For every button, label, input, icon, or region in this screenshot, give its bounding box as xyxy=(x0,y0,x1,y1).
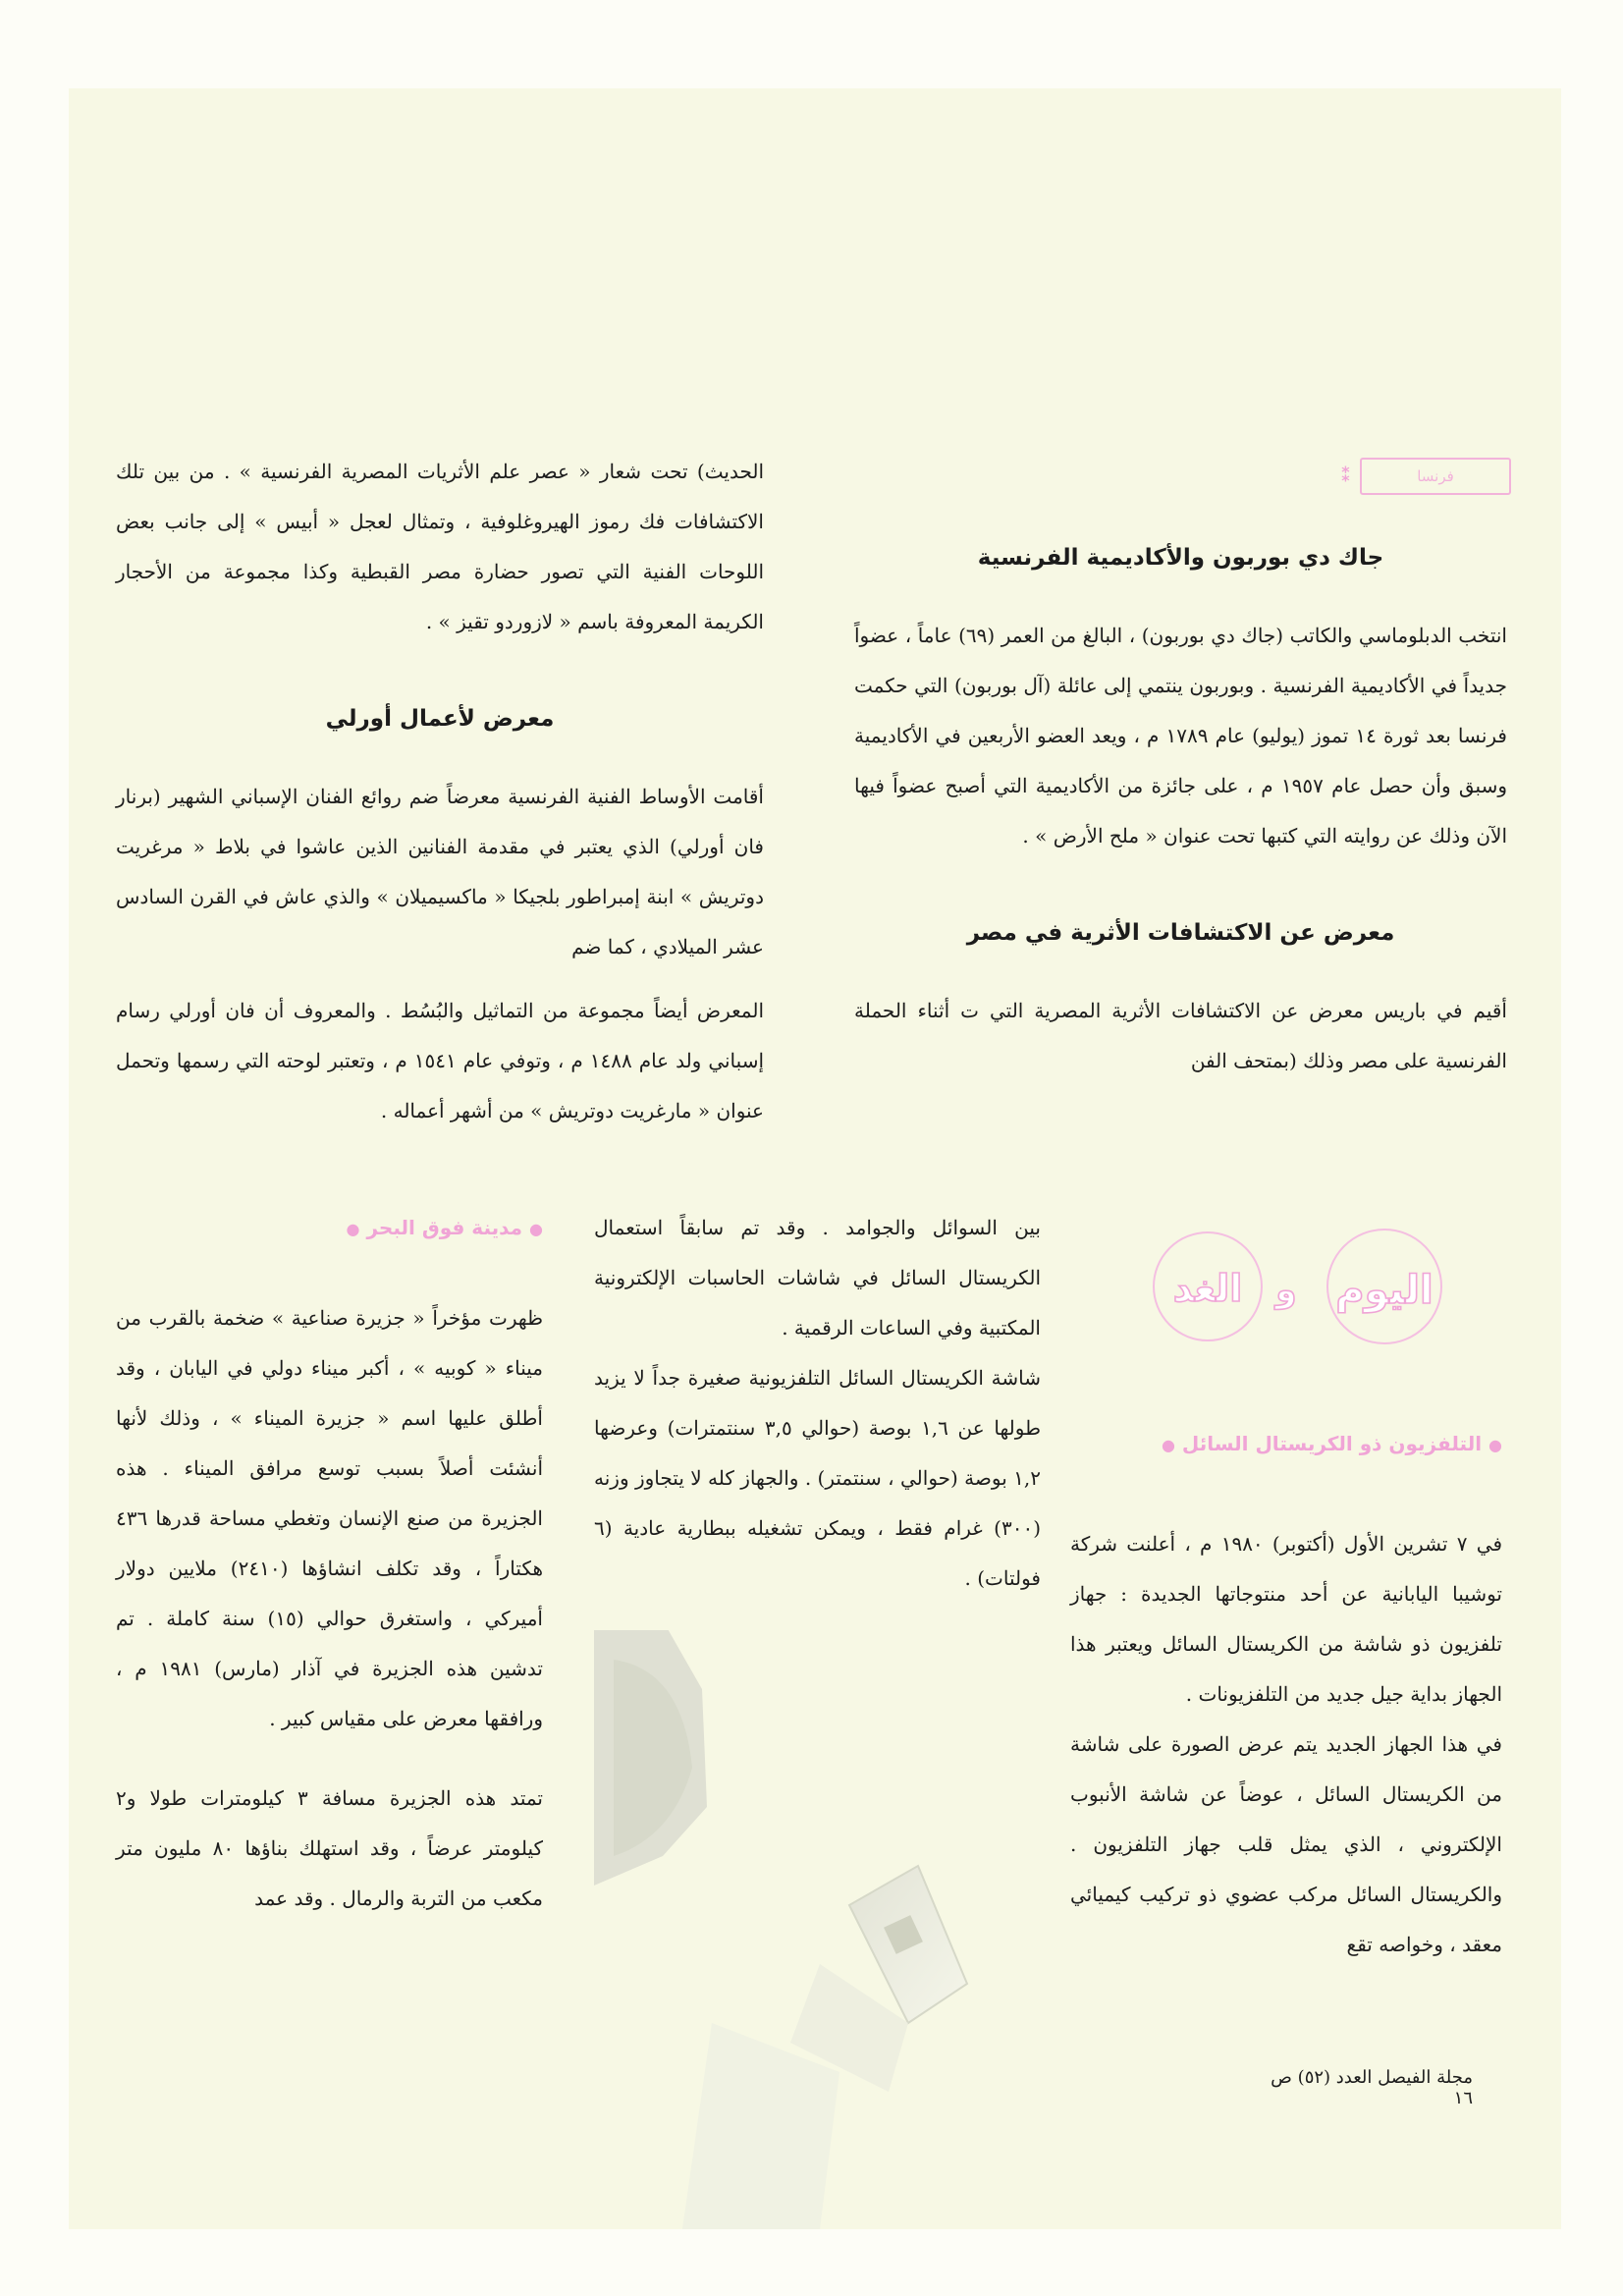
label-dot-icon: ● xyxy=(1488,1436,1502,1454)
logo-conjunction: و xyxy=(1275,1271,1297,1310)
label-dot-icon: ● xyxy=(529,1220,543,1238)
heading-bourbon: جاك دي بوربون والأكاديمية الفرنسية xyxy=(977,545,1384,571)
france-column-left xyxy=(116,447,764,1136)
tv-continued-column xyxy=(594,1203,1041,1604)
page-footer: مجلة الفيصل العدد (٥٢) ص ١٦ xyxy=(1271,2067,1473,2108)
faded-tv-photo xyxy=(594,1630,1114,2229)
logo-word-tomorrow: الغد xyxy=(1172,1267,1243,1310)
island-section-label: ● مدينة فوق البحر ● xyxy=(346,1216,543,1239)
today-tomorrow-logo xyxy=(1139,1223,1483,1350)
heading-egypt-exhibit: معرض عن الاكتشافات الأثرية في مصر xyxy=(966,920,1395,946)
paragraph-egypt-continued: الحديث) تحت شعار « عصر علم الأثريات المصرية الفرنسية » . من بين تلك الاكتشافات فك رموز الهيروغلوفية ، وتمثال لعجل « أبيس » إلى جانب بعض اللوحات الفنية التي تصور حضارة مصر القبطية وكذا مجموعة من الأحجار الكريمة المعروفة باسم « لازوردو تقيز » . xyxy=(116,460,764,633)
tv-column xyxy=(1070,1419,1502,1970)
label-dot-icon: ● xyxy=(1161,1436,1175,1454)
heading-orley-exhibit: معرض لأعمال أورلي xyxy=(325,706,555,732)
section-tag-mark-icon: ⁑ xyxy=(1340,463,1351,486)
label-dot-icon: ● xyxy=(346,1220,360,1238)
paragraph-tv-2: في هذا الجهاز الجديد يتم عرض الصورة على شاشة من الكريستال السائل ، عوضاً عن شاشة الأنبوب الإلكتروني ، الذي يمثل قلب جهاز التلفزيون . والكريستال السائل مركب عضوي ذو تركيب كيميائي معقد ، وخواصه تقع xyxy=(1070,1732,1502,1956)
paragraph-bourbon: انتخب الدبلوماسي والكاتب (جاك دي بوربون) ، البالغ من العمر (٦٩) عاماً ، عضواً جديداً في الأكاديمية الفرنسية . وبوربون ينتمي إلى عائلة (آل بوربون) التي حكمت فرنسا بعد ثورة ١٤ تموز (يوليو) عام ١٧٨٩ م ، ويعد العضو الأربعين في الأكاديمية وسبق وأن حصل عام ١٩٥٧ م ، على جائزة من الأكاديمية التي أصبح عضواً فيها الآن وذلك عن روايته التي كتبها تحت عنوان « ملح الأرض » . xyxy=(854,624,1507,847)
paragraph-orley-1: أقامت الأوساط الفنية الفرنسية معرضاً ضم روائع الفنان الإسباني الشهير (برنار فان أورلي) الذي يعتبر في مقدمة الفنانين الذين عاشوا في بلاط « مرغريت دوتريش » ابنة إمبراطور بلجيكا « ماكسيميلان » والذي عاش في القرن السادس عشر الميلادي ، كما ضم xyxy=(116,785,764,958)
paragraph-tv-4: شاشة الكريستال السائل التلفزيونية صغيرة جداً لا يزيد طولها عن ١,٦ بوصة (حوالي ٣,٥ سنتمترات) وعرضها ١,٢ بوصة (حوالي ، سنتمتر) . والجهاز كله لا يتجاوز وزنه (٣٠٠) غرام فقط ، ويمكن تشغيله ببطارية عادية (٦ فولتات) . xyxy=(594,1366,1042,1590)
section-tag-france: فرنسا xyxy=(1360,458,1511,495)
tv-section-label: ● التلفزيون ذو الكريستال السائل ● xyxy=(1161,1432,1502,1455)
paragraph-orley-2: المعرض أيضاً مجموعة من التماثيل والبُسُط . والمعروف أن فان أورلي رسام إسباني ولد عام ١٤٨٨ م ، وتوفي عام ١٥٤١ م ، وتعتبر لوحته التي رسمها وتحمل عنوان « مارغريت دوتريش » من أشهر أعماله . xyxy=(116,999,765,1122)
island-column xyxy=(116,1203,543,1924)
paragraph-egypt-exhibit: أقيم في باريس معرض عن الاكتشافات الأثرية المصرية التي ت أثناء الحملة الفرنسية على مصر وذلك (بمتحف الفن xyxy=(854,999,1507,1072)
paragraph-island-1: ظهرت مؤخراً « جزيرة صناعية » ضخمة بالقرب من ميناء « كوبيه » ، أكبر ميناء دولي في اليابان ، وقد أطلق عليها اسم « جزيرة الميناء » ، وذلك لأنها أنشئت أصلاً بسبب توسع مرافق الميناء . هذه الجزيرة من صنع الإنسان وتغطي مساحة قدرها ٤٣٦ هكتاراً ، وقد تكلف انشاؤها (٢٤١٠) ملايين دولار أميركي ، واستغرق حوالي (١٥) سنة كاملة . تم تدشين هذه الجزيرة في آذار (مارس) ١٩٨١ م ، ورافقها معرض على مقياس كبير . xyxy=(116,1306,544,1730)
paragraph-island-2: تمتد هذه الجزيرة مسافة ٣ كيلومترات طولا و٢ كيلومتر عرضاً ، وقد استهلك بناؤها ٨٠ مليون متر مكعب من التربة والرمال . وقد عمد xyxy=(116,1786,543,1910)
paragraph-tv-1: في ٧ تشرين الأول (أكتوبر) ١٩٨٠ م ، أعلنت شركة توشيبا اليابانية عن أحد منتوجاتها الجديدة : جهاز تلفزيون ذو شاشة من الكريستال السائل ويعتبر هذا الجهاز بداية جيل جديد من التلفزيونات . xyxy=(1070,1532,1503,1706)
logo-word-today: اليوم xyxy=(1335,1268,1434,1313)
france-column-right xyxy=(854,525,1507,1086)
paragraph-tv-3: بين السوائل والجوامد . وقد تم سابقاً استعمال الكريستال السائل في شاشات الحاسبات الإلكترونية المكتبية وفي الساعات الرقمية . xyxy=(594,1216,1041,1339)
